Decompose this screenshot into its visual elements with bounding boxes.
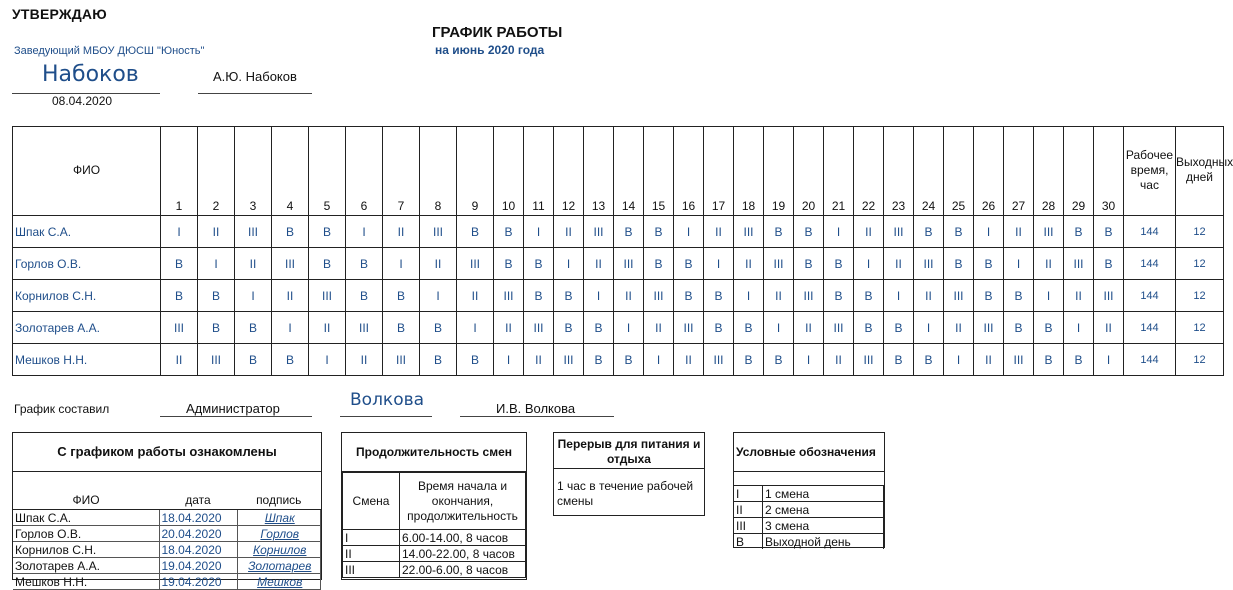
schedule-header-row	[13, 127, 1224, 216]
shift-cell: В	[974, 248, 1004, 280]
shift-cell: III	[161, 312, 198, 344]
break-box	[553, 432, 705, 516]
shift-cell: I	[944, 344, 974, 376]
shift-cell: В	[309, 248, 346, 280]
shift-cell: В	[914, 344, 944, 376]
shift-cell: В	[854, 280, 884, 312]
legend-code: II	[734, 502, 763, 518]
shift-cell: В	[854, 312, 884, 344]
employee-name: Корнилов С.Н.	[13, 280, 161, 312]
ack-name: Шпак С.А.	[13, 510, 159, 526]
ack-date: 18.04.2020	[159, 510, 237, 526]
shift-cell: I	[309, 344, 346, 376]
ack-date: 19.04.2020	[159, 574, 237, 590]
shift-cell: I	[1064, 312, 1094, 344]
shift-cell: В	[674, 280, 704, 312]
col-header-day: 18	[734, 127, 764, 216]
col-header-day: 13	[584, 127, 614, 216]
shift-cell: I	[674, 216, 704, 248]
col-header-day: 23	[884, 127, 914, 216]
table-row	[13, 248, 1224, 280]
shift-cell: II	[764, 280, 794, 312]
ack-date: 19.04.2020	[159, 558, 237, 574]
shift-cell: В	[824, 280, 854, 312]
shift-cell: II	[884, 248, 914, 280]
shift-cell: II	[944, 312, 974, 344]
schedule-table	[12, 126, 1233, 376]
ack-signature: Шпак	[237, 510, 321, 526]
shift-cell: I	[554, 248, 584, 280]
shift-cell: I	[494, 344, 524, 376]
shift-cell: II	[346, 344, 383, 376]
shift-cell: III	[944, 280, 974, 312]
shift-cell: II	[614, 280, 644, 312]
shift-cell: III	[235, 216, 272, 248]
shift-cell: В	[614, 344, 644, 376]
shift-cell: В	[420, 344, 457, 376]
shift-cell: I	[457, 312, 494, 344]
ack-date: 20.04.2020	[159, 526, 237, 542]
shift-cell: В	[457, 344, 494, 376]
shift-cell: В	[1004, 280, 1034, 312]
col-header-day: 7	[383, 127, 420, 216]
shift-cell: I	[794, 344, 824, 376]
shift-cell: В	[524, 248, 554, 280]
col-header-day: 29	[1064, 127, 1094, 216]
shift-cell: I	[584, 280, 614, 312]
shift-cell: III	[644, 280, 674, 312]
shift-cell: В	[884, 312, 914, 344]
col-header-day: 2	[198, 127, 235, 216]
shift-cell: III	[914, 248, 944, 280]
table-row	[343, 562, 526, 578]
shift-cell: III	[1004, 344, 1034, 376]
hours-cell: 144	[1124, 344, 1176, 376]
shift-cell: I	[161, 216, 198, 248]
ack-name: Золотарев А.А.	[13, 558, 159, 574]
shift-cell: В	[794, 216, 824, 248]
hours-cell: 144	[1124, 248, 1176, 280]
acknowledgement-title: С графиком работы ознакомлены	[13, 433, 321, 472]
ack-name: Горлов О.В.	[13, 526, 159, 542]
table-row	[734, 502, 884, 518]
shift-cell: III	[794, 280, 824, 312]
days-off-cell: 12	[1176, 248, 1224, 280]
approval-date: 08.04.2020	[52, 94, 113, 108]
shift-cell: III	[1094, 280, 1124, 312]
shift-cell: II	[554, 216, 584, 248]
ack-signature: Корнилов	[237, 542, 321, 558]
col-header-day: 1	[161, 127, 198, 216]
col-header-day: 17	[704, 127, 734, 216]
table-row	[734, 486, 884, 502]
col-header-day: 3	[235, 127, 272, 216]
shift-cell: В	[944, 216, 974, 248]
shift-cell: III	[974, 312, 1004, 344]
shift-cell: В	[383, 280, 420, 312]
shift-cell: В	[235, 312, 272, 344]
shift-time: 6.00-14.00, 8 часов	[400, 530, 526, 546]
shift-cell: В	[420, 312, 457, 344]
employee-name: Золотарев А.А.	[13, 312, 161, 344]
hours-cell: 144	[1124, 216, 1176, 248]
shift-cell: II	[524, 344, 554, 376]
col-header-hours: Рабочее время, час	[1124, 127, 1176, 216]
approver-name: А.Ю. Набоков	[213, 69, 297, 84]
shift-time-col-label: Время начала и окончания, продолжительность	[400, 473, 526, 530]
role-line	[160, 416, 312, 417]
shift-cell: I	[346, 216, 383, 248]
col-header-day: 30	[1094, 127, 1124, 216]
col-header-day: 21	[824, 127, 854, 216]
shift-cell: II	[198, 216, 235, 248]
table-row	[343, 546, 526, 562]
col-header-day: 10	[494, 127, 524, 216]
shift-cell: В	[198, 312, 235, 344]
shift-cell: В	[1064, 344, 1094, 376]
table-row	[13, 526, 321, 542]
table-row	[343, 530, 526, 546]
shift-cell: В	[235, 344, 272, 376]
hours-cell: 144	[1124, 312, 1176, 344]
shift-cell: II	[235, 248, 272, 280]
ack-signature: Мешков	[237, 574, 321, 590]
col-header-day: 20	[794, 127, 824, 216]
shift-cell: III	[674, 312, 704, 344]
ack-date: 18.04.2020	[159, 542, 237, 558]
shift-cell: III	[1064, 248, 1094, 280]
hours-cell: 144	[1124, 280, 1176, 312]
shift-cell: В	[644, 248, 674, 280]
shift-cell: II	[734, 248, 764, 280]
shift-cell: В	[584, 344, 614, 376]
shift-cell: III	[854, 344, 884, 376]
shift-cell: III	[420, 216, 457, 248]
shift-cell: III	[198, 344, 235, 376]
shift-cell: II	[420, 248, 457, 280]
col-header-day: 14	[614, 127, 644, 216]
col-header-day: 25	[944, 127, 974, 216]
compiler-name: И.В. Волкова	[496, 401, 576, 416]
shift-cell: II	[272, 280, 309, 312]
shift-cell: III	[524, 312, 554, 344]
shift-cell: II	[1064, 280, 1094, 312]
shift-cell: I	[914, 312, 944, 344]
shift-cell: В	[794, 248, 824, 280]
shift-cell: В	[764, 216, 794, 248]
col-header-day: 8	[420, 127, 457, 216]
acknowledgement-box	[12, 432, 322, 589]
shift-cell: В	[494, 248, 524, 280]
col-header-day: 19	[764, 127, 794, 216]
shift-cell: I	[644, 344, 674, 376]
shift-cell: II	[854, 216, 884, 248]
shift-cell: В	[383, 312, 420, 344]
col-header-day: 22	[854, 127, 884, 216]
shift-cell: II	[914, 280, 944, 312]
shift-cell: II	[457, 280, 494, 312]
shift-cell: В	[272, 216, 309, 248]
shift-cell: II	[1004, 216, 1034, 248]
shift-cell: I	[854, 248, 884, 280]
shift-cell: II	[494, 312, 524, 344]
table-row	[13, 558, 321, 574]
shift-cell: В	[944, 248, 974, 280]
shift-cell: В	[614, 216, 644, 248]
break-title: Перерыв для питания и отдыха	[554, 433, 704, 469]
col-header-day: 12	[554, 127, 584, 216]
shift-cell: III	[272, 248, 309, 280]
table-row	[13, 510, 321, 526]
break-text: 1 час в течение рабочей смены	[557, 479, 694, 508]
shift-cell: III	[346, 312, 383, 344]
col-header-day: 11	[524, 127, 554, 216]
legend-desc: 2 смена	[763, 502, 884, 518]
shift-time: 14.00-22.00, 8 часов	[400, 546, 526, 562]
shift-cell: II	[309, 312, 346, 344]
col-header-days-off: Выходных дней	[1176, 127, 1224, 216]
col-header-day: 6	[346, 127, 383, 216]
days-off-cell: 12	[1176, 312, 1224, 344]
legend-code: III	[734, 518, 763, 534]
col-header-day: 9	[457, 127, 494, 216]
col-header-day: 26	[974, 127, 1004, 216]
legend-desc: 1 смена	[763, 486, 884, 502]
shift-cell: II	[674, 344, 704, 376]
shift-time: 22.00-6.00, 8 часов	[400, 562, 526, 578]
shift-cell: III	[734, 216, 764, 248]
shift-cell: III	[884, 216, 914, 248]
shift-cell: I	[420, 280, 457, 312]
shift-cell: В	[764, 344, 794, 376]
shift-cell: В	[704, 280, 734, 312]
shift-cell: III	[554, 344, 584, 376]
ack-col-fio: ФИО	[13, 493, 159, 510]
approver-signature: Набоков	[42, 62, 139, 87]
shift-cell: II	[704, 216, 734, 248]
acknowledgement-table	[13, 493, 321, 590]
table-row	[13, 216, 1224, 248]
col-header-day: 15	[644, 127, 674, 216]
table-row	[734, 534, 884, 550]
shift-cell: III	[584, 216, 614, 248]
col-header-fio: ФИО	[13, 127, 161, 216]
approval-label: УТВЕРЖДАЮ	[12, 6, 107, 22]
shift-cell: В	[346, 248, 383, 280]
shift-cell: I	[734, 280, 764, 312]
shift-cell: I	[824, 216, 854, 248]
shift-cell: III	[1034, 216, 1064, 248]
name-line	[198, 93, 312, 94]
shift-cell: I	[272, 312, 309, 344]
shift-cell: В	[884, 344, 914, 376]
table-row	[13, 574, 321, 590]
shift-cell: В	[704, 312, 734, 344]
ack-name: Мешков Н.Н.	[13, 574, 159, 590]
table-row	[13, 344, 1224, 376]
table-row	[13, 542, 321, 558]
table-row	[13, 312, 1224, 344]
signature-line	[340, 416, 432, 417]
shift-cell: II	[794, 312, 824, 344]
shift-cell: II	[584, 248, 614, 280]
shift-cell: II	[1034, 248, 1064, 280]
shift-cell: II	[644, 312, 674, 344]
shift-cell: В	[554, 312, 584, 344]
shift-cell: I	[1004, 248, 1034, 280]
legend-desc: 3 смена	[763, 518, 884, 534]
shift-cell: В	[494, 216, 524, 248]
shift-cell: I	[764, 312, 794, 344]
col-header-day: 24	[914, 127, 944, 216]
document-subtitle: на июнь 2020 года	[435, 43, 545, 57]
shift-cell: II	[383, 216, 420, 248]
ack-signature: Горлов	[237, 526, 321, 542]
shift-cell: В	[161, 280, 198, 312]
shift-cell: III	[764, 248, 794, 280]
table-row	[13, 280, 1224, 312]
shift-cell: В	[584, 312, 614, 344]
legend-table	[734, 485, 884, 549]
shift-cell: II	[824, 344, 854, 376]
ack-signature: Золотарев	[237, 558, 321, 574]
shift-cell: I	[383, 248, 420, 280]
document-title: ГРАФИК РАБОТЫ	[432, 24, 563, 41]
shift-cell: I	[704, 248, 734, 280]
shift-cell: В	[1034, 312, 1064, 344]
employee-name: Шпак С.А.	[13, 216, 161, 248]
shift-cell: В	[272, 344, 309, 376]
legend-code: В	[734, 534, 763, 550]
shift-cell: В	[554, 280, 584, 312]
name-line	[460, 416, 614, 417]
legend-box	[733, 432, 885, 548]
shift-duration-title: Продолжительность смен	[342, 433, 526, 472]
col-header-day: 27	[1004, 127, 1034, 216]
shift-cell: I	[1094, 344, 1124, 376]
shift-cell: I	[614, 312, 644, 344]
shift-cell: В	[161, 248, 198, 280]
shift-cell: В	[198, 280, 235, 312]
shift-cell: В	[914, 216, 944, 248]
shift-cell: В	[346, 280, 383, 312]
days-off-cell: 12	[1176, 216, 1224, 248]
shift-cell: В	[1034, 344, 1064, 376]
shift-cell: I	[1034, 280, 1064, 312]
employee-name: Горлов О.В.	[13, 248, 161, 280]
shift-cell: В	[1094, 248, 1124, 280]
ack-col-sign: подпись	[237, 493, 321, 510]
shift-cell: I	[974, 216, 1004, 248]
shift-duration-box	[341, 432, 527, 580]
days-off-cell: 12	[1176, 280, 1224, 312]
shift-cell: III	[383, 344, 420, 376]
ack-col-date: дата	[159, 493, 237, 510]
shift-cell: I	[198, 248, 235, 280]
shift-cell: III	[457, 248, 494, 280]
approver-position: Заведующий МБОУ ДЮСШ "Юность"	[14, 45, 205, 57]
shift-duration-table	[342, 472, 526, 578]
legend-desc: Выходной день	[763, 534, 884, 550]
col-header-day: 4	[272, 127, 309, 216]
shift-cell: III	[494, 280, 524, 312]
shift-cell: I	[524, 216, 554, 248]
shift-cell: III	[614, 248, 644, 280]
col-header-day: 28	[1034, 127, 1064, 216]
shift-col-label: Смена	[343, 473, 400, 530]
shift-cell: В	[824, 248, 854, 280]
col-header-day: 5	[309, 127, 346, 216]
shift-cell: III	[309, 280, 346, 312]
shift-cell: II	[1094, 312, 1124, 344]
employee-name: Мешков Н.Н.	[13, 344, 161, 376]
days-off-cell: 12	[1176, 344, 1224, 376]
shift-code: I	[343, 530, 400, 546]
table-row	[734, 518, 884, 534]
shift-cell: В	[457, 216, 494, 248]
legend-title: Условные обозначения	[734, 433, 884, 472]
shift-cell: В	[974, 280, 1004, 312]
col-header-day: 16	[674, 127, 704, 216]
shift-cell: III	[704, 344, 734, 376]
shift-cell: В	[1004, 312, 1034, 344]
shift-cell: В	[644, 216, 674, 248]
shift-cell: В	[674, 248, 704, 280]
shift-cell: I	[235, 280, 272, 312]
shift-cell: I	[884, 280, 914, 312]
shift-cell: II	[161, 344, 198, 376]
compiler-signature: Волкова	[350, 390, 425, 410]
shift-cell: В	[1064, 216, 1094, 248]
shift-cell: В	[734, 344, 764, 376]
legend-code: I	[734, 486, 763, 502]
shift-cell: III	[824, 312, 854, 344]
compiled-label: График составил	[14, 402, 110, 416]
shift-code: III	[343, 562, 400, 578]
compiler-role: Администратор	[186, 401, 280, 416]
shift-cell: В	[734, 312, 764, 344]
ack-name: Корнилов С.Н.	[13, 542, 159, 558]
shift-cell: В	[309, 216, 346, 248]
shift-cell: II	[974, 344, 1004, 376]
shift-code: II	[343, 546, 400, 562]
shift-cell: В	[1094, 216, 1124, 248]
shift-cell: В	[524, 280, 554, 312]
